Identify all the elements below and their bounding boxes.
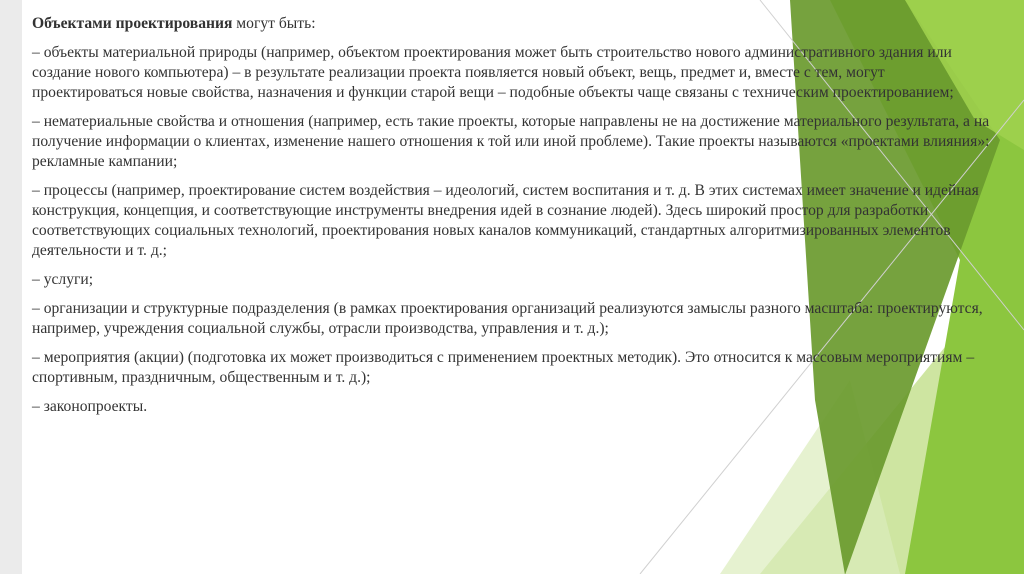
paragraph-nonmaterial: – нематериальные свойства и отношения (например, есть такие проекты, которые направлены не на достижение материального результата, а на получение информации о клиентах, изменение нашего отношения к той или иной проблеме). Такие проекты называются «проектами влияния»: рекламные кампании; [32, 113, 990, 170]
heading-bold: Объектами проектирования [32, 15, 233, 32]
slide-content [32, 14, 992, 426]
paragraph-material-objects: – объекты материальной природы (например, объектом проектирования может быть строительство нового административного здания или создание нового компьютера) – в результате реализации проекта появляется новый объект, вещь, предмет и, вместе с тем, могут проектироваться новые свойства, назначения и функции старой вещи – подобные объекты чаще связаны с техническим проектированием; [32, 44, 954, 101]
paragraph-events: – мероприятия (акции) (подготовка их может производиться с применением проектных методик). Это относится к массовым мероприятиям – спортивным, праздничным, общественным и т. д.); [32, 349, 975, 386]
paragraph-services: – услуги; [32, 271, 94, 288]
heading-rest: могут быть: [232, 15, 316, 32]
paragraph-processes: – процессы (например, проектирование систем воздействия – идеологий, систем воспитания и т. д. В этих системах имеет значение и идейная конструкция, концепция, и соответствующие инструменты внедрения идей в сознание людей). Здесь широкий простор для разработки соответствующих социальных технологий, проектирования новых каналов коммуникаций, стандартных алгоритмизированных элементов деятельности и т. д.; [32, 182, 979, 259]
heading-line [32, 14, 992, 34]
paragraph-organizations: – организации и структурные подразделения (в рамках проектирования организаций реализуются замыслы разного масштаба: проектируются, например, учреждения социальной службы, отрасли производства, управления и т. д.); [32, 300, 983, 337]
paragraph-bills: – законопроекты. [32, 398, 148, 415]
